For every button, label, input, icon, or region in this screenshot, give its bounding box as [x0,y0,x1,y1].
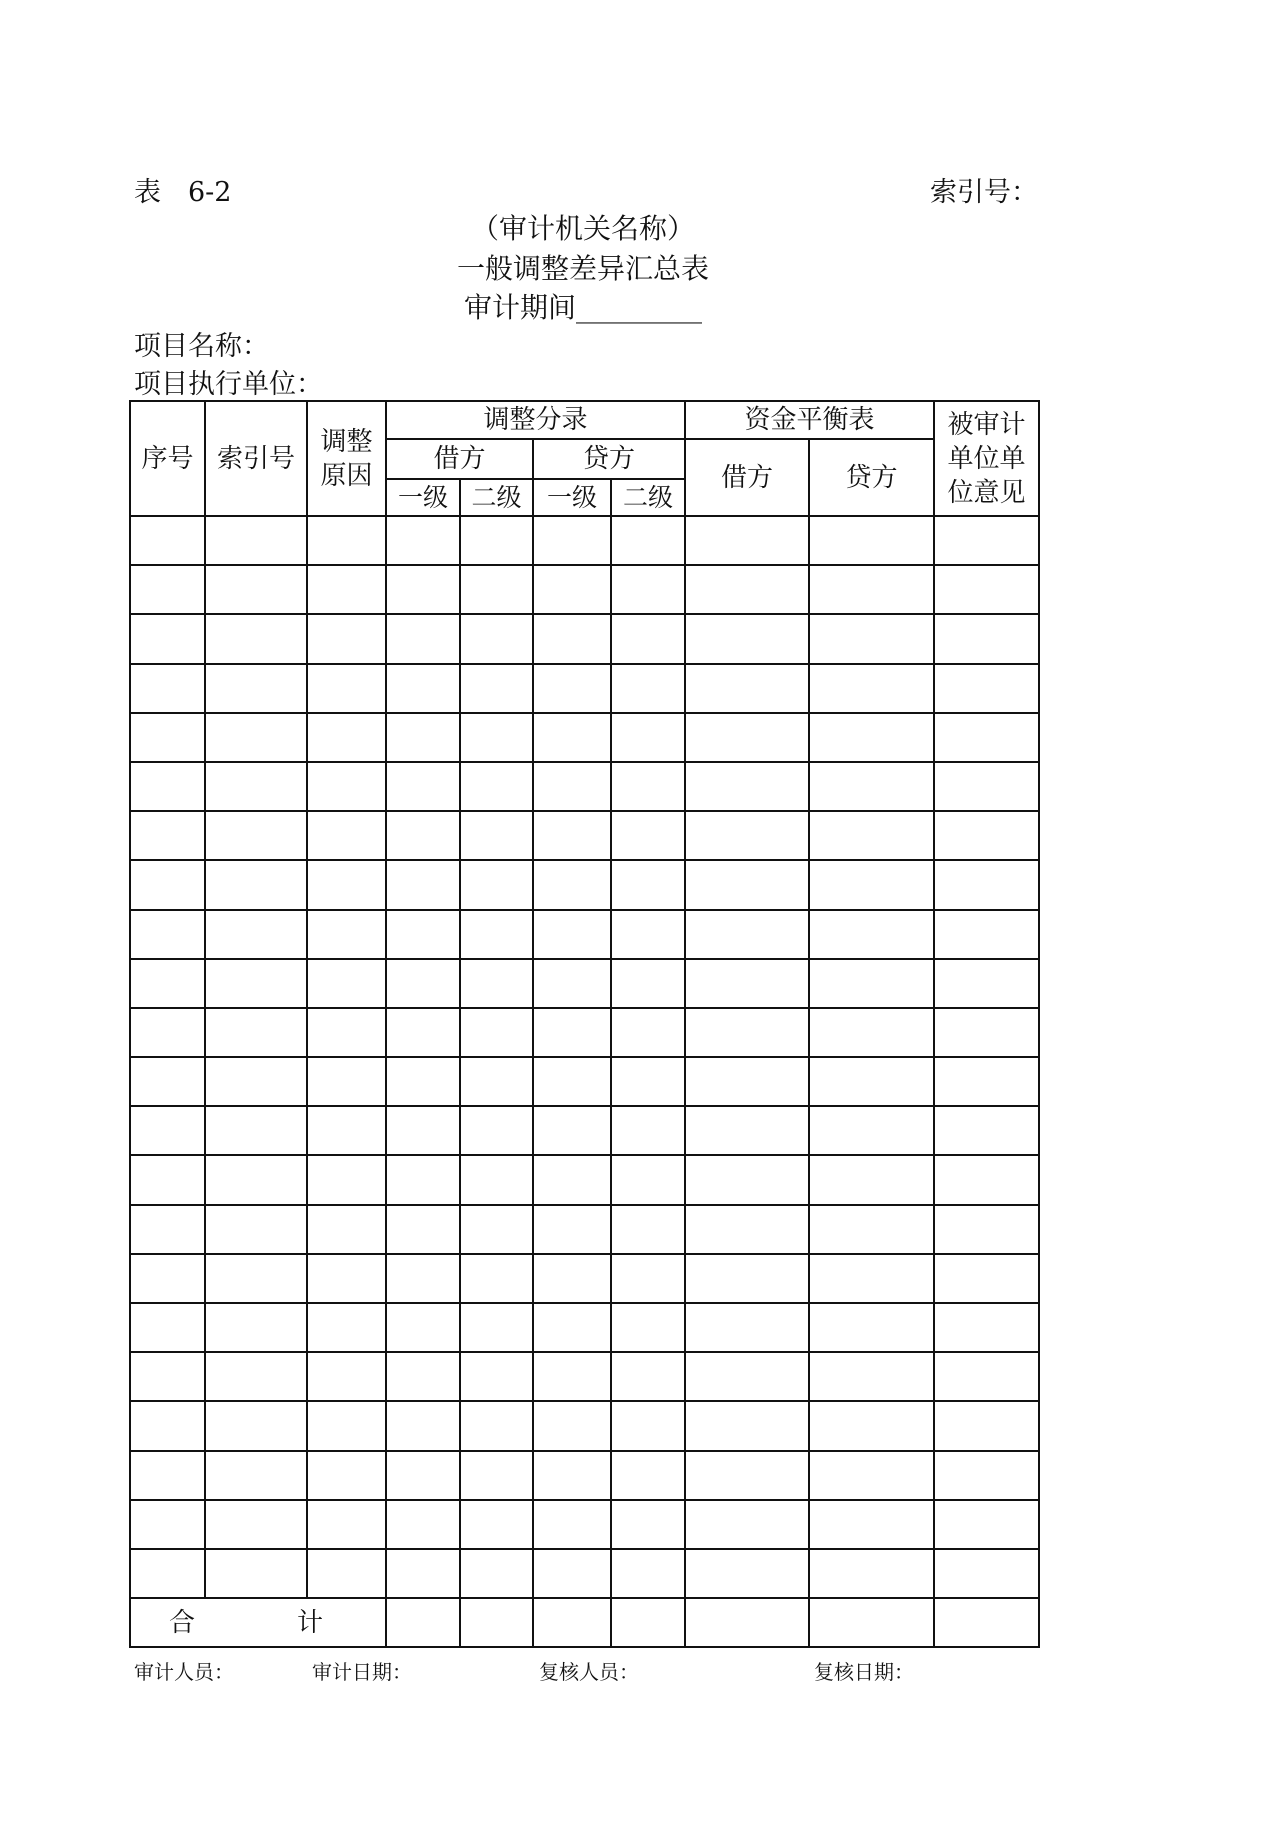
col-seq-header: 序号 [130,401,205,516]
table-cell [386,1352,460,1401]
debit-level2-header: 二级 [460,479,533,516]
table-cell [809,1500,934,1549]
total-label-cell [130,1598,386,1647]
table-cell [934,762,1039,811]
table-cell [809,1057,934,1106]
table-row [130,664,1039,713]
table-cell [130,811,205,860]
table-row [130,1500,1039,1549]
table-cell [611,1205,685,1254]
reviewer-label: 复核人员： [539,1660,639,1684]
table-cell [130,860,205,909]
table-row [130,860,1039,909]
total-label-1: 合 [169,1608,196,1639]
table-cell [205,614,307,663]
table-row [130,1155,1039,1204]
table-cell [130,1155,205,1204]
table-cell [809,1451,934,1500]
table-cell [205,1057,307,1106]
table-cell [130,1549,205,1598]
table-cell [130,1401,205,1450]
table-cell [934,1303,1039,1352]
table-cell [386,1303,460,1352]
table-cell [130,1352,205,1401]
table-cell [611,1106,685,1155]
table-cell [307,1500,386,1549]
table-cell [130,1500,205,1549]
table-cell [460,1451,533,1500]
document-title: 一般调整差异汇总表 [456,252,709,285]
table-cell [205,1451,307,1500]
table-cell [205,762,307,811]
table-cell [809,1401,934,1450]
col-reason-line1: 调整 [320,426,373,457]
col-reason-line2: 原因 [320,460,373,491]
table-cell [533,1106,611,1155]
table-cell [460,664,533,713]
table-cell [386,1057,460,1106]
table-cell [685,1451,809,1500]
table-row [130,516,1039,565]
table-cell [130,565,205,614]
table-cell [934,1254,1039,1303]
table-cell [533,565,611,614]
table-cell [809,1106,934,1155]
table-cell [460,860,533,909]
table-cell [611,1500,685,1549]
table-cell [386,1205,460,1254]
table-cell [205,860,307,909]
table-cell [611,516,685,565]
total-cell [460,1598,533,1647]
table-cell [809,1549,934,1598]
table-cell [611,762,685,811]
table-row [130,811,1039,860]
adjust-debit-header: 借方 [386,439,533,479]
table-cell [460,1401,533,1450]
table-cell [205,713,307,762]
table-cell [205,1500,307,1549]
table-cell [533,1057,611,1106]
table-cell [685,1500,809,1549]
table-cell [460,1106,533,1155]
table-cell [307,1303,386,1352]
table-cell [130,910,205,959]
table-cell [307,959,386,1008]
table-cell [460,1549,533,1598]
table-cell [685,1254,809,1303]
table-cell [934,1401,1039,1450]
table-cell [205,811,307,860]
table-cell [685,565,809,614]
table-cell [460,959,533,1008]
table-cell [130,516,205,565]
table-cell [533,1155,611,1204]
table-cell [934,1155,1039,1204]
table-cell [533,910,611,959]
table-cell [533,664,611,713]
table-cell [460,565,533,614]
table-cell [460,1057,533,1106]
table-cell [934,910,1039,959]
table-cell [386,713,460,762]
table-cell [809,1303,934,1352]
table-cell [809,565,934,614]
table-cell [533,1352,611,1401]
table-cell [386,664,460,713]
table-cell [205,1008,307,1057]
table-cell [460,614,533,663]
table-cell [460,516,533,565]
table-cell [934,1106,1039,1155]
table-cell [307,1008,386,1057]
table-row [130,1352,1039,1401]
table-cell [205,1352,307,1401]
table-cell [386,565,460,614]
table-cell [685,860,809,909]
table-cell [386,910,460,959]
summary-table-container [129,400,1040,1648]
table-cell [611,1008,685,1057]
table-cell [809,762,934,811]
table-cell [809,664,934,713]
table-cell [533,614,611,663]
table-cell [533,762,611,811]
table-cell [809,811,934,860]
table-cell [809,860,934,909]
table-cell [611,959,685,1008]
table-cell [533,1254,611,1303]
table-cell [611,1401,685,1450]
table-cell [533,811,611,860]
table-cell [934,1549,1039,1598]
table-cell [934,1500,1039,1549]
table-cell [130,614,205,663]
table-cell [460,1205,533,1254]
table-cell [934,1008,1039,1057]
organization-name: （审计机关名称） [470,212,695,245]
table-cell [386,959,460,1008]
table-cell [533,1303,611,1352]
review-date-label: 复核日期： [814,1660,914,1684]
table-cell [307,1106,386,1155]
col-opinion-line2: 单位单 [947,443,1026,474]
table-cell [533,959,611,1008]
table-cell [809,1352,934,1401]
table-cell [611,1254,685,1303]
table-cell [685,1057,809,1106]
table-row [130,1303,1039,1352]
table-cell [307,1254,386,1303]
table-cell [130,1303,205,1352]
table-cell [611,1155,685,1204]
table-cell [685,1205,809,1254]
table-cell [386,860,460,909]
table-cell [386,1254,460,1303]
index-number-label: 索引号： [930,177,1038,208]
table-cell [460,1254,533,1303]
table-row [130,565,1039,614]
table-cell [685,1352,809,1401]
table-cell [934,811,1039,860]
table-cell [685,1401,809,1450]
table-cell [130,959,205,1008]
table-cell [611,910,685,959]
table-cell [685,1106,809,1155]
table-cell [809,1205,934,1254]
table-cell [611,565,685,614]
table-cell [205,1155,307,1204]
table-row [130,1057,1039,1106]
auditor-label: 审计人员： [134,1660,234,1684]
table-header [130,401,1039,516]
table-cell [685,713,809,762]
total-cell [611,1598,685,1647]
table-cell [809,516,934,565]
table-cell [386,1500,460,1549]
table-cell [386,1549,460,1598]
table-row [130,713,1039,762]
table-cell [307,664,386,713]
table-row [130,1451,1039,1500]
table-cell [809,959,934,1008]
table-cell [809,713,934,762]
table-cell [685,1549,809,1598]
total-cell [386,1598,460,1647]
table-cell [130,1451,205,1500]
table-row [130,762,1039,811]
table-cell [934,516,1039,565]
table-cell [130,1254,205,1303]
table-cell [533,1401,611,1450]
total-cell [934,1598,1039,1647]
group-fund-header: 资金平衡表 [685,401,934,439]
table-cell [685,614,809,663]
table-cell [307,614,386,663]
table-cell [934,664,1039,713]
table-cell [533,1008,611,1057]
table-cell [934,1205,1039,1254]
table-row [130,1205,1039,1254]
table-cell [611,664,685,713]
table-cell [533,1500,611,1549]
table-cell [205,516,307,565]
table-cell [809,1254,934,1303]
table-cell [809,1155,934,1204]
table-cell [460,762,533,811]
table-cell [460,1008,533,1057]
adjustment-summary-table [129,400,1040,1648]
table-cell [685,910,809,959]
table-cell [809,614,934,663]
table-cell [205,959,307,1008]
table-cell [205,565,307,614]
table-cell [386,1155,460,1204]
table-cell [386,516,460,565]
execution-unit-label: 项目执行单位： [134,369,323,400]
audit-date-label: 审计日期： [312,1660,412,1684]
total-cell [685,1598,809,1647]
adjust-credit-header: 贷方 [533,439,685,479]
table-cell [307,860,386,909]
table-row [130,1401,1039,1450]
table-cell [533,713,611,762]
table-row [130,1008,1039,1057]
table-cell [386,811,460,860]
table-cell [685,1008,809,1057]
table-row [130,614,1039,663]
table-cell [307,1549,386,1598]
table-cell [386,1008,460,1057]
table-cell [460,1352,533,1401]
table-row [130,1106,1039,1155]
credit-level2-header: 二级 [611,479,685,516]
table-cell [307,1401,386,1450]
table-cell [205,1106,307,1155]
table-cell [307,811,386,860]
table-cell [934,1352,1039,1401]
table-number: 表 6-2 [134,177,232,208]
table-cell [307,713,386,762]
fund-debit-header: 借方 [685,439,809,516]
table-cell [533,860,611,909]
table-row [130,910,1039,959]
table-body [130,516,1039,1647]
table-row [130,959,1039,1008]
table-row [130,1549,1039,1598]
project-name-label: 项目名称： [134,331,269,362]
col-reason-header [307,401,386,516]
credit-level1-header: 一级 [533,479,611,516]
table-cell [934,713,1039,762]
table-cell [533,1451,611,1500]
table-cell [685,811,809,860]
table-cell [205,1401,307,1450]
table-cell [386,614,460,663]
total-cell [809,1598,934,1647]
table-cell [611,1549,685,1598]
table-cell [611,1303,685,1352]
table-cell [685,1303,809,1352]
table-cell [533,1549,611,1598]
table-cell [611,1451,685,1500]
table-cell [130,762,205,811]
table-cell [685,762,809,811]
table-cell [934,614,1039,663]
table-cell [533,516,611,565]
table-cell [685,516,809,565]
table-cell [307,1057,386,1106]
table-cell [307,1451,386,1500]
table-cell [611,811,685,860]
table-cell [130,664,205,713]
table-cell [460,1155,533,1204]
table-cell [386,1106,460,1155]
table-cell [685,959,809,1008]
table-cell [307,1155,386,1204]
table-cell [130,1008,205,1057]
table-cell [205,1549,307,1598]
table-cell [934,1451,1039,1500]
table-cell [809,1008,934,1057]
table-cell [934,1057,1039,1106]
table-cell [205,664,307,713]
col-opinion-header [934,401,1039,516]
table-cell [611,614,685,663]
table-cell [460,1303,533,1352]
table-cell [685,664,809,713]
table-cell [205,1303,307,1352]
total-label-2: 计 [297,1608,324,1639]
table-cell [307,1352,386,1401]
table-cell [460,910,533,959]
table-cell [934,565,1039,614]
table-row [130,1254,1039,1303]
header-row-1 [130,401,1039,439]
table-cell [307,516,386,565]
col-index-header: 索引号 [205,401,307,516]
table-cell [307,565,386,614]
audit-period: 审计期间_________ [463,291,702,324]
table-cell [386,762,460,811]
table-cell [685,1155,809,1204]
table-cell [130,1205,205,1254]
group-adjust-header: 调整分录 [386,401,685,439]
table-cell [386,1401,460,1450]
table-cell [307,762,386,811]
table-cell [460,1500,533,1549]
table-cell [205,1254,307,1303]
table-cell [934,959,1039,1008]
col-opinion-line1: 被审计 [947,409,1026,440]
table-cell [386,1451,460,1500]
fund-credit-header: 贷方 [809,439,934,516]
table-cell [130,713,205,762]
col-opinion-line3: 位意见 [947,477,1026,508]
table-cell [460,811,533,860]
table-cell [307,1205,386,1254]
table-cell [934,860,1039,909]
table-cell [809,910,934,959]
table-cell [611,1352,685,1401]
table-cell [460,713,533,762]
table-cell [130,1106,205,1155]
table-cell [205,910,307,959]
table-cell [611,713,685,762]
table-cell [130,1057,205,1106]
table-cell [205,1205,307,1254]
debit-level1-header: 一级 [386,479,460,516]
total-cell [533,1598,611,1647]
table-cell [611,860,685,909]
table-cell [533,1205,611,1254]
table-cell [611,1057,685,1106]
table-cell [307,910,386,959]
total-row [130,1598,1039,1647]
